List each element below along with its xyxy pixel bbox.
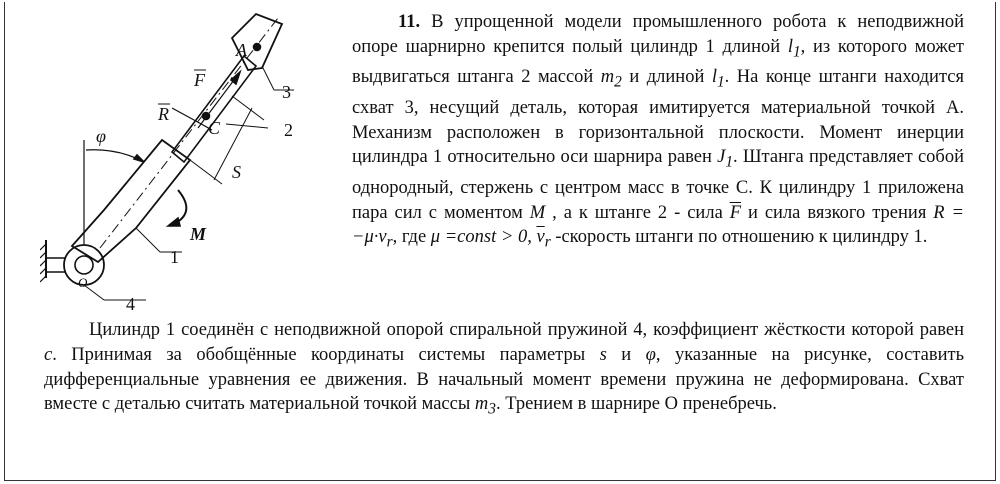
label-3: 3 bbox=[282, 82, 291, 102]
vector-F: $\overline{F}$ bbox=[729, 202, 742, 223]
label-M: M bbox=[190, 224, 207, 244]
problem-number: 11. bbox=[398, 12, 421, 32]
robot-diagram bbox=[40, 0, 350, 316]
label-2: 2 bbox=[284, 120, 293, 140]
label-A: A bbox=[236, 40, 247, 60]
label-1: 1 bbox=[170, 247, 179, 267]
problem-continuation: Цилиндр 1 соединён с неподвижной опорой спиральной пружиной 4, коэффициент жёсткости которой равен c. Принимая за обобщённые координаты системы параметры s и φ, указанные на рисунке, составить дифференциальные уравнения ее движения. В начальный момент времени пружина не деформирована. Схват вместе с деталью считать материальной точкой массы $m_3$. Трением в шарнире О пренебречь. bbox=[44, 320, 965, 419]
problem-statement: 11. В упрощенной модели промышленного робота к неподвижной опоре шарнирно крепится полый цилиндр 1 длиной $l_1$, из которого может выдвигаться штанга 2 массой $m_2$ и длиной $l_1$. На конце штанги находится схват 3, несущий деталь, которая имитируется материальной точкой А. Механизм расположен в горизонтальной плоскости. Момент инерции цилиндра 1 относительно оси шарнира равен $J_1$. Штанга представляет собой однородный, стержень с центром масс в точке С. К цилиндру 1 приложена пара сил с моментом M , а к штанге 2 - сила $\overline{F}$ и сила вязкого трения $R = -\mu\cdot v_r$, где μ =const > 0, $\overline{v}_r$ -скорость штанги по отношению к цилиндру 1. bbox=[352, 12, 965, 252]
label-O: O bbox=[78, 275, 88, 290]
friction-equation: R = −μ·v bbox=[352, 202, 965, 248]
label-F: F bbox=[194, 70, 205, 90]
label-4: 4 bbox=[126, 294, 135, 314]
label-phi: φ bbox=[96, 126, 106, 146]
label-R: R bbox=[158, 104, 169, 124]
label-C: C bbox=[208, 118, 221, 138]
label-S: S bbox=[232, 162, 241, 182]
